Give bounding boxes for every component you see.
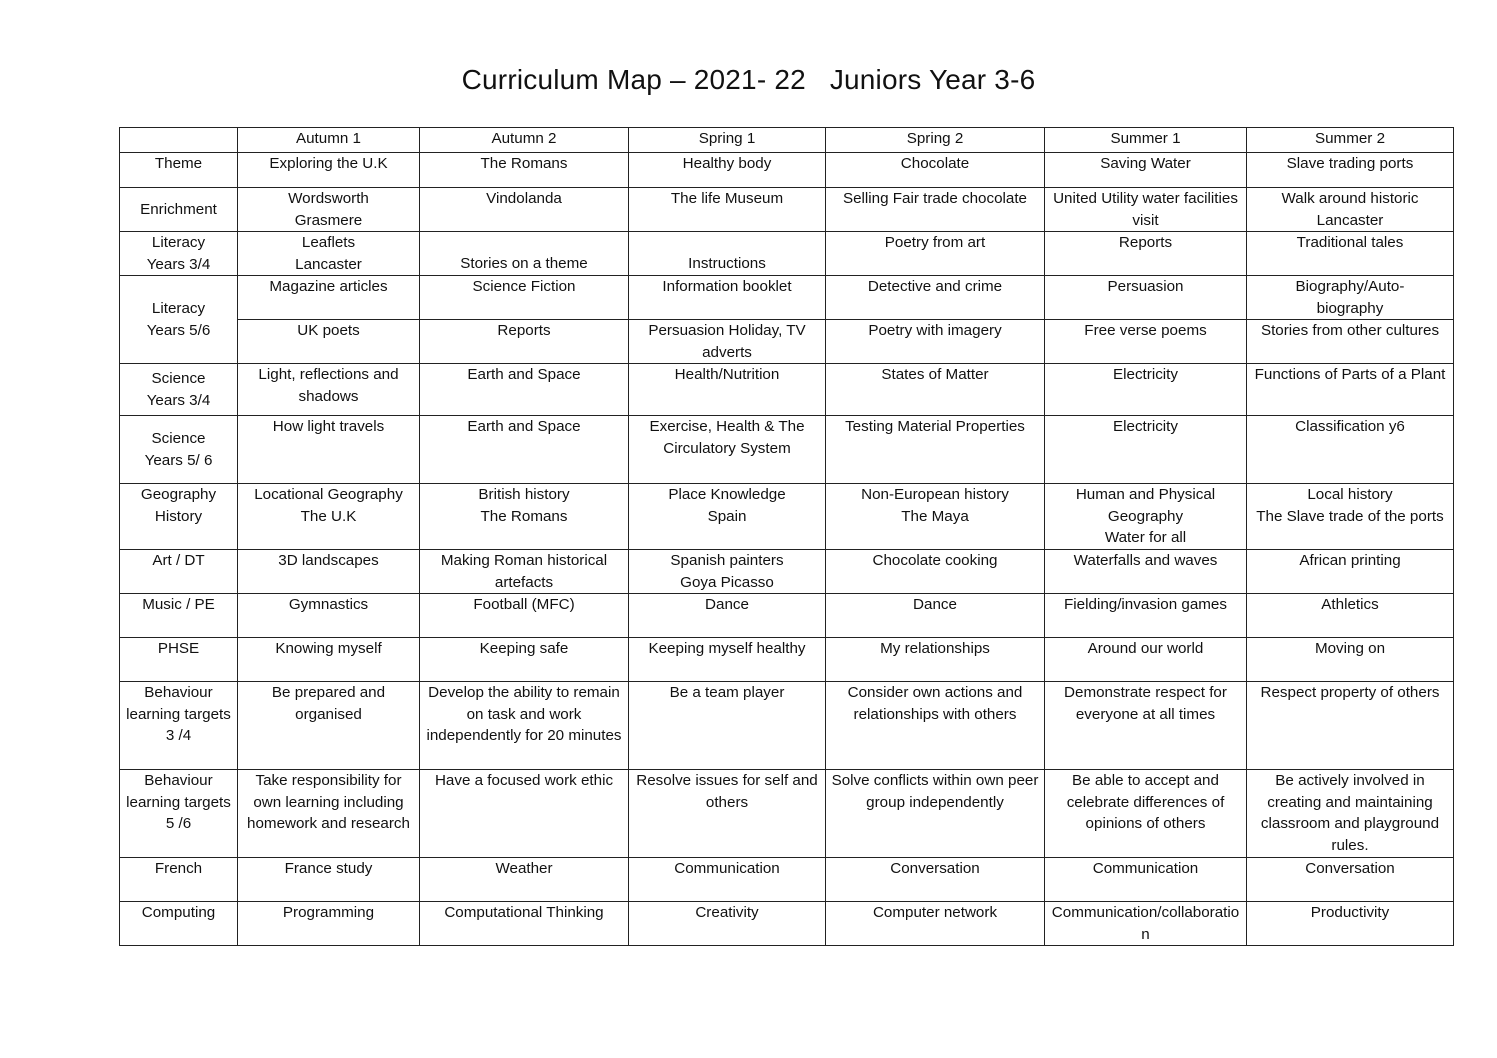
table-cell: Consider own actions and relationships with others: [826, 682, 1045, 770]
header-row: [120, 128, 1454, 153]
table-cell: Slave trading ports: [1247, 153, 1454, 188]
table-cell: Human and Physical Geography Water for all: [1045, 484, 1247, 550]
table-cell: Waterfalls and waves: [1045, 550, 1247, 594]
table-cell: Athletics: [1247, 594, 1454, 638]
row-label: Behaviour learning targets 3 /4: [120, 682, 238, 770]
table-cell: Vindolanda: [420, 188, 629, 232]
table-cell: Be able to accept and celebrate differences of opinions of others: [1045, 770, 1247, 858]
table-cell: Knowing myself: [238, 638, 420, 682]
table-cell: States of Matter: [826, 364, 1045, 416]
table-cell: Computer network: [826, 902, 1045, 946]
table-cell: Football (MFC): [420, 594, 629, 638]
table-cell: Light, reflections and shadows: [238, 364, 420, 416]
table-cell: Classification y6: [1247, 416, 1454, 484]
table-cell: Demonstrate respect for everyone at all times: [1045, 682, 1247, 770]
table-cell: Poetry with imagery: [826, 320, 1045, 364]
table-cell: Be a team player: [629, 682, 826, 770]
table-cell: Free verse poems: [1045, 320, 1247, 364]
table-cell: Reports: [420, 320, 629, 364]
table-cell: Productivity: [1247, 902, 1454, 946]
table-cell: Persuasion Holiday, TV adverts: [629, 320, 826, 364]
table-cell: Saving Water: [1045, 153, 1247, 188]
table-cell: How light travels: [238, 416, 420, 484]
table-cell: Dance: [629, 594, 826, 638]
table-cell: Around our world: [1045, 638, 1247, 682]
row-behaviour-3-4: [120, 682, 1454, 770]
table-cell: Making Roman historical artefacts: [420, 550, 629, 594]
curriculum-table: [119, 127, 1454, 946]
row-label: Music / PE: [120, 594, 238, 638]
table-cell: Keeping safe: [420, 638, 629, 682]
table-cell: Persuasion: [1045, 276, 1247, 320]
table-cell: Fielding/invasion games: [1045, 594, 1247, 638]
row-label: French: [120, 858, 238, 902]
table-cell: Exploring the U.K: [238, 153, 420, 188]
table-cell: Chocolate: [826, 153, 1045, 188]
table-cell: Develop the ability to remain on task and work independently for 20 minutes: [420, 682, 629, 770]
row-behaviour-5-6: [120, 770, 1454, 858]
row-art-dt: [120, 550, 1454, 594]
table-cell: Keeping myself healthy: [629, 638, 826, 682]
table-cell: Spanish painters Goya Picasso: [629, 550, 826, 594]
table-cell: Poetry from art: [826, 232, 1045, 276]
table-cell: Earth and Space: [420, 364, 629, 416]
row-literacy-5-6-a: [120, 276, 1454, 320]
table-cell: Electricity: [1045, 364, 1247, 416]
row-computing: [120, 902, 1454, 946]
table-cell: Information booklet: [629, 276, 826, 320]
header-autumn-2: Autumn 2: [420, 128, 629, 153]
row-music-pe: [120, 594, 1454, 638]
row-enrichment: [120, 188, 1454, 232]
table-cell: Locational Geography The U.K: [238, 484, 420, 550]
table-cell: France study: [238, 858, 420, 902]
table-cell: 3D landscapes: [238, 550, 420, 594]
table-cell: Communication: [1045, 858, 1247, 902]
table-cell: Science Fiction: [420, 276, 629, 320]
table-cell: Reports: [1045, 232, 1247, 276]
row-phse: [120, 638, 1454, 682]
row-label: Behaviour learning targets 5 /6: [120, 770, 238, 858]
row-geography-history: [120, 484, 1454, 550]
table-cell: Testing Material Properties: [826, 416, 1045, 484]
table-cell: Walk around historic Lancaster: [1247, 188, 1454, 232]
table-cell: Creativity: [629, 902, 826, 946]
table-cell: UK poets: [238, 320, 420, 364]
table-cell: Be prepared and organised: [238, 682, 420, 770]
row-literacy-5-6-b: [120, 320, 1454, 364]
table-cell: The Romans: [420, 153, 629, 188]
row-label: Science Years 3/4: [120, 364, 238, 416]
header-cell: [120, 128, 238, 153]
table-cell: Stories from other cultures: [1247, 320, 1454, 364]
table-cell: Place Knowledge Spain: [629, 484, 826, 550]
table-cell: Programming: [238, 902, 420, 946]
row-label: Science Years 5/ 6: [120, 416, 238, 484]
cell-text: Instructions: [688, 255, 766, 272]
table-cell: Be actively involved in creating and maintaining classroom and playground rules.: [1247, 770, 1454, 858]
table-cell: Dance: [826, 594, 1045, 638]
table-cell: Have a focused work ethic: [420, 770, 629, 858]
header-autumn-1: Autumn 1: [238, 128, 420, 153]
table-cell: Local history The Slave trade of the ports: [1247, 484, 1454, 550]
table-cell: Electricity: [1045, 416, 1247, 484]
table-cell: Magazine articles: [238, 276, 420, 320]
header-summer-1: Summer 1: [1045, 128, 1247, 153]
table-cell: Leaflets Lancaster: [238, 232, 420, 276]
header-spring-1: Spring 1: [629, 128, 826, 153]
table-cell: Detective and crime: [826, 276, 1045, 320]
table-cell: Solve conflicts within own peer group independently: [826, 770, 1045, 858]
row-label: PHSE: [120, 638, 238, 682]
table-cell: Computational Thinking: [420, 902, 629, 946]
table-cell: Functions of Parts of a Plant: [1247, 364, 1454, 416]
row-theme: [120, 153, 1454, 188]
table-cell: Conversation: [826, 858, 1045, 902]
table-cell: Health/Nutrition: [629, 364, 826, 416]
table-cell: Moving on: [1247, 638, 1454, 682]
row-label: Geography History: [120, 484, 238, 550]
row-label: Computing: [120, 902, 238, 946]
table-cell: Weather: [420, 858, 629, 902]
table-cell: United Utility water facilities visit: [1045, 188, 1247, 232]
row-label: Literacy Years 5/6: [120, 276, 238, 364]
table-cell: Chocolate cooking: [826, 550, 1045, 594]
cell-text: Stories on a theme: [460, 255, 588, 272]
row-label: Theme: [120, 153, 238, 188]
table-cell: Exercise, Health & The Circulatory System: [629, 416, 826, 484]
row-label: Art / DT: [120, 550, 238, 594]
header-spring-2: Spring 2: [826, 128, 1045, 153]
table-cell: [420, 232, 629, 276]
document-title: Curriculum Map – 2021- 22 Juniors Year 3-6: [461, 64, 1036, 95]
table-cell: Respect property of others: [1247, 682, 1454, 770]
table-cell: Communication: [629, 858, 826, 902]
table-cell: [629, 232, 826, 276]
table-cell: Healthy body: [629, 153, 826, 188]
table-cell: Earth and Space: [420, 416, 629, 484]
row-science-5-6: [120, 416, 1454, 484]
table-cell: African printing: [1247, 550, 1454, 594]
row-label: Enrichment: [120, 188, 238, 232]
table-cell: Gymnastics: [238, 594, 420, 638]
row-literacy-3-4: [120, 232, 1454, 276]
table-cell: My relationships: [826, 638, 1045, 682]
table-cell: Resolve issues for self and others: [629, 770, 826, 858]
table-cell: Take responsibility for own learning including homework and research: [238, 770, 420, 858]
table-cell: The life Museum: [629, 188, 826, 232]
table-cell: Wordsworth Grasmere: [238, 188, 420, 232]
row-label: Literacy Years 3/4: [120, 232, 238, 276]
table-cell: Conversation: [1247, 858, 1454, 902]
table-cell: Traditional tales: [1247, 232, 1454, 276]
table-cell: British history The Romans: [420, 484, 629, 550]
table-cell: Selling Fair trade chocolate: [826, 188, 1045, 232]
table-cell: Biography/Auto- biography: [1247, 276, 1454, 320]
row-french: [120, 858, 1454, 902]
row-science-3-4: [120, 364, 1454, 416]
table-cell: Non-European history The Maya: [826, 484, 1045, 550]
header-summer-2: Summer 2: [1247, 128, 1454, 153]
table-cell: Communication/collaboration: [1045, 902, 1247, 946]
